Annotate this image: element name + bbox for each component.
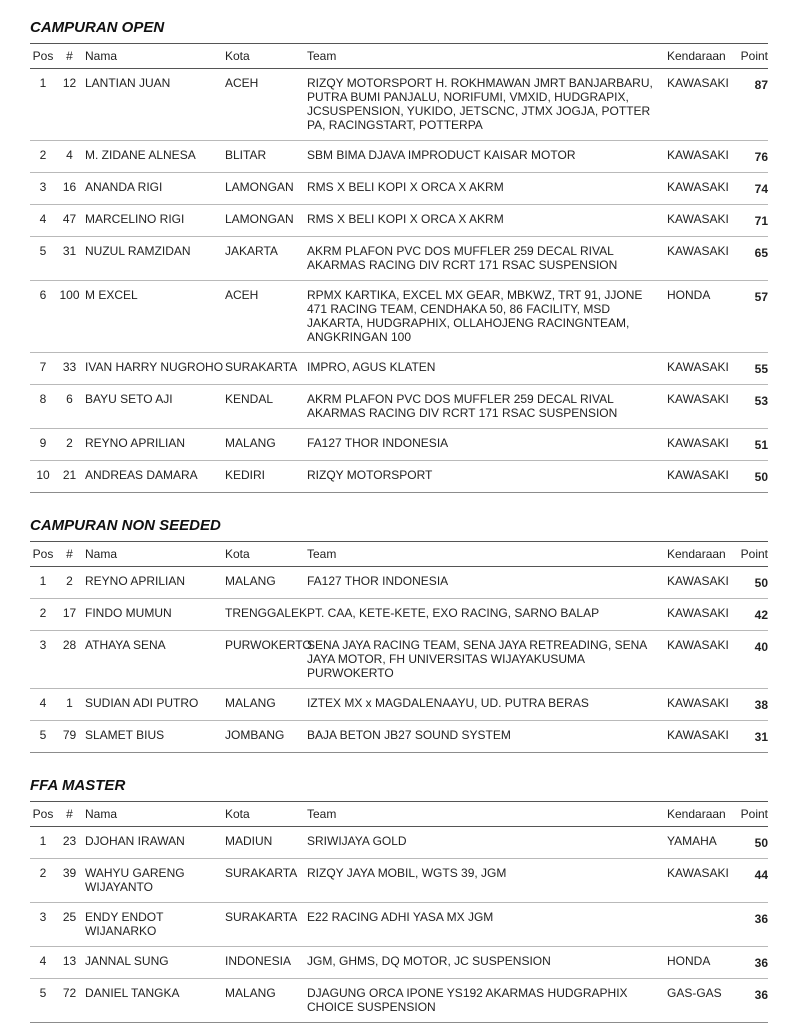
cell-team: RPMX KARTIKA, EXCEL MX GEAR, MBKWZ, TRT 91, JJONE 471 RACING TEAM, CENDHAKA 50, 86 FACILITY, MSD JAKARTA, HUDGRAPHIX, OLLAHOJENG RACINGNTEAM, ANGKRINGAN 100 — [307, 288, 643, 344]
table-body — [30, 567, 768, 753]
cell-team: SBM BIMA DJAVA IMPRODUCT KAISAR MOTOR — [307, 148, 576, 162]
cell-nama: ANANDA RIGI — [85, 180, 163, 194]
cell-number: 6 — [66, 392, 73, 406]
cell-number: 1 — [66, 696, 73, 710]
cell-pos: 3 — [39, 180, 47, 194]
cell-kota: JOMBANG — [225, 728, 285, 742]
section-title: FFA MASTER — [30, 777, 126, 794]
header-kota: Kota — [225, 49, 250, 63]
table-header-row — [30, 44, 768, 69]
header-nama: Nama — [85, 547, 118, 561]
cell-nama: REYNO APRILIAN — [85, 574, 186, 588]
cell-nama: ANDREAS DAMARA — [85, 468, 198, 482]
cell-team: IZTEX MX x MAGDALENAAYU, UD. PUTRA BERAS — [307, 696, 589, 710]
cell-nama: WAHYU GARENG WIJAYANTO — [85, 866, 185, 894]
cell-nama: M EXCEL — [85, 288, 138, 302]
cell-number: 79 — [62, 728, 77, 742]
table-row — [30, 631, 768, 689]
cell-nama: NUZUL RAMZIDAN — [85, 244, 191, 258]
cell-kendaraan: KAWASAKI — [667, 696, 729, 710]
cell-number: 2 — [66, 574, 73, 588]
cell-pos: 5 — [39, 728, 47, 742]
cell-pos: 1 — [39, 76, 47, 90]
table-row — [30, 69, 768, 141]
results-table — [30, 801, 768, 1023]
cell-kendaraan: KAWASAKI — [667, 436, 729, 450]
cell-nama: ENDY ENDOT WIJANARKO — [85, 910, 164, 938]
cell-pos: 8 — [39, 392, 47, 406]
cell-team: RMS X BELI KOPI X ORCA X AKRM — [307, 180, 504, 194]
table-row — [30, 237, 768, 281]
table-body — [30, 827, 768, 1023]
cell-kendaraan: KAWASAKI — [667, 866, 729, 880]
header-kendaraan: Kendaraan — [667, 49, 726, 63]
table-row — [30, 353, 768, 385]
cell-kendaraan: KAWASAKI — [667, 212, 729, 226]
cell-pos: 2 — [39, 148, 47, 162]
cell-point: 50 — [754, 576, 768, 590]
cell-pos: 4 — [39, 954, 47, 968]
header-team: Team — [307, 807, 337, 821]
cell-team: AKRM PLAFON PVC DOS MUFFLER 259 DECAL RIVAL AKARMAS RACING DIV RCRT 171 RSAC SUSPENSION — [307, 244, 618, 272]
cell-pos: 7 — [39, 360, 47, 374]
cell-kota: BLITAR — [225, 148, 267, 162]
cell-point: 53 — [754, 394, 768, 408]
cell-nama: SUDIAN ADI PUTRO — [85, 696, 199, 710]
table-header-row — [30, 542, 768, 567]
cell-kendaraan: KAWASAKI — [667, 180, 729, 194]
results-table — [30, 43, 768, 493]
cell-team: JGM, GHMS, DQ MOTOR, JC SUSPENSION — [307, 954, 551, 968]
header-team: Team — [307, 49, 337, 63]
cell-team: IMPRO, AGUS KLATEN — [307, 360, 436, 374]
cell-pos: 2 — [39, 606, 47, 620]
cell-point: 55 — [754, 362, 768, 376]
cell-point: 36 — [754, 912, 768, 926]
cell-kota: MALANG — [225, 986, 276, 1000]
cell-kendaraan: KAWASAKI — [667, 574, 729, 588]
table-row — [30, 141, 768, 173]
cell-nama: DANIEL TANGKA — [85, 986, 180, 1000]
cell-kendaraan: KAWASAKI — [667, 728, 729, 742]
cell-pos: 6 — [39, 288, 47, 302]
cell-kendaraan: KAWASAKI — [667, 244, 729, 258]
cell-point: 36 — [754, 956, 768, 970]
cell-number: 4 — [66, 148, 73, 162]
table-row — [30, 461, 768, 493]
table-row — [30, 947, 768, 979]
cell-number: 2 — [66, 436, 73, 450]
table-row — [30, 599, 768, 631]
cell-number: 23 — [62, 834, 77, 848]
cell-number: 31 — [62, 244, 77, 258]
cell-nama: LANTIAN JUAN — [85, 76, 171, 90]
cell-team: BAJA BETON JB27 SOUND SYSTEM — [307, 728, 511, 742]
cell-kendaraan: KAWASAKI — [667, 76, 729, 90]
cell-kendaraan — [667, 903, 737, 947]
cell-number: 12 — [62, 76, 77, 90]
cell-team: SRIWIJAYA GOLD — [307, 834, 407, 848]
header-point: Point — [740, 807, 768, 821]
cell-point: 87 — [754, 78, 768, 92]
cell-number: 17 — [62, 606, 77, 620]
cell-kota: MALANG — [225, 574, 276, 588]
cell-nama: REYNO APRILIAN — [85, 436, 186, 450]
header-nama: Nama — [85, 49, 118, 63]
cell-team: FA127 THOR INDONESIA — [307, 436, 449, 450]
cell-team: SENA JAYA RACING TEAM, SENA JAYA RETREADING, SENA JAYA MOTOR, FH UNIVERSITAS WIJAYAKUSUMA PURWOKERTO — [307, 638, 647, 680]
cell-pos: 4 — [39, 212, 47, 226]
cell-number: 33 — [62, 360, 77, 374]
cell-team: AKRM PLAFON PVC DOS MUFFLER 259 DECAL RIVAL AKARMAS RACING DIV RCRT 171 RSAC SUSPENSION — [307, 392, 618, 420]
cell-kendaraan: KAWASAKI — [667, 638, 729, 652]
cell-nama: JANNAL SUNG — [85, 954, 169, 968]
cell-kota: SURAKARTA — [225, 910, 298, 924]
cell-point: 65 — [754, 246, 768, 260]
header-pos: Pos — [32, 49, 54, 63]
cell-point: 31 — [754, 730, 768, 744]
table-body — [30, 69, 768, 493]
cell-number: 47 — [62, 212, 77, 226]
cell-pos: 5 — [39, 244, 47, 258]
table-row — [30, 205, 768, 237]
cell-nama: BAYU SETO AJI — [85, 392, 173, 406]
cell-kota: JAKARTA — [225, 244, 278, 258]
cell-nama: FINDO MUMUN — [85, 606, 172, 620]
cell-point: 50 — [754, 470, 768, 484]
cell-kendaraan: KAWASAKI — [667, 468, 729, 482]
cell-kota: SURAKARTA — [225, 866, 298, 880]
cell-point: 76 — [754, 150, 768, 164]
cell-kendaraan: KAWASAKI — [667, 392, 729, 406]
header-kota: Kota — [225, 547, 250, 561]
results-document — [30, 0, 768, 1023]
cell-kota: ACEH — [225, 76, 259, 90]
table-row — [30, 173, 768, 205]
cell-team: RIZQY MOTORSPORT H. ROKHMAWAN JMRT BANJARBARU, PUTRA BUMI PANJALU, NORIFUMI, VMXID, HUDGRAPIX, JCSUSPENSION, YUKIDO, JETSCNC, JTMX JOGJA, POTTER PA, RACINGSTART, POTTERPA — [307, 76, 653, 132]
cell-number: 25 — [62, 910, 77, 924]
cell-pos: 10 — [36, 468, 50, 482]
table-row — [30, 281, 768, 353]
cell-pos: 1 — [39, 574, 47, 588]
cell-point: 36 — [754, 988, 768, 1002]
cell-pos: 5 — [39, 986, 47, 1000]
cell-pos: 4 — [39, 696, 47, 710]
cell-number: 13 — [62, 954, 77, 968]
cell-point: 38 — [754, 698, 768, 712]
cell-kota: SURAKARTA — [225, 360, 298, 374]
cell-number: 72 — [62, 986, 77, 1000]
cell-team: FA127 THOR INDONESIA — [307, 574, 449, 588]
section-campuran-open — [30, 17, 768, 493]
cell-pos: 3 — [39, 638, 47, 652]
cell-team: E22 RACING ADHI YASA MX JGM — [307, 910, 494, 924]
cell-number: 100 — [59, 288, 80, 302]
cell-kota: LAMONGAN — [225, 212, 294, 226]
cell-pos: 1 — [39, 834, 47, 848]
cell-point: 51 — [754, 438, 768, 452]
section-title: CAMPURAN OPEN — [30, 19, 165, 36]
cell-number: 28 — [62, 638, 77, 652]
header-number: # — [66, 807, 73, 821]
cell-kota: ACEH — [225, 288, 259, 302]
cell-nama: M. ZIDANE ALNESA — [85, 148, 196, 162]
cell-team: RIZQY JAYA MOBIL, WGTS 39, JGM — [307, 866, 507, 880]
cell-kendaraan: KAWASAKI — [667, 606, 729, 620]
cell-kendaraan: HONDA — [667, 954, 711, 968]
results-table — [30, 541, 768, 753]
cell-kota: LAMONGAN — [225, 180, 294, 194]
cell-nama: DJOHAN IRAWAN — [85, 834, 185, 848]
table-row — [30, 979, 768, 1023]
cell-kendaraan: KAWASAKI — [667, 148, 729, 162]
table-row — [30, 827, 768, 859]
cell-kendaraan: YAMAHA — [667, 834, 717, 848]
header-kota: Kota — [225, 807, 250, 821]
header-nama: Nama — [85, 807, 118, 821]
cell-point: 71 — [754, 214, 768, 228]
section-title: CAMPURAN NON SEEDED — [30, 517, 221, 534]
header-point: Point — [740, 547, 768, 561]
cell-pos: 2 — [39, 866, 47, 880]
cell-point: 74 — [754, 182, 768, 196]
cell-kota: TRENGGALEK — [225, 606, 308, 620]
table-row — [30, 859, 768, 903]
cell-team: RIZQY MOTORSPORT — [307, 468, 433, 482]
cell-pos: 3 — [39, 910, 47, 924]
header-kendaraan: Kendaraan — [667, 547, 726, 561]
header-pos: Pos — [32, 807, 54, 821]
header-point: Point — [740, 49, 768, 63]
table-row — [30, 385, 768, 429]
cell-nama: IVAN HARRY NUGROHO — [85, 360, 224, 374]
cell-kendaraan: HONDA — [667, 288, 711, 302]
table-row — [30, 721, 768, 753]
table-row — [30, 689, 768, 721]
cell-kota: INDONESIA — [225, 954, 292, 968]
cell-point: 44 — [754, 868, 768, 882]
cell-pos: 9 — [39, 436, 47, 450]
cell-kendaraan: GAS-GAS — [667, 986, 722, 1000]
cell-team: PT. CAA, KETE-KETE, EXO RACING, SARNO BALAP — [307, 606, 600, 620]
cell-number: 21 — [62, 468, 77, 482]
cell-nama: MARCELINO RIGI — [85, 212, 185, 226]
cell-number: 39 — [62, 866, 77, 880]
cell-kota: MADIUN — [225, 834, 273, 848]
cell-kota: KEDIRI — [225, 468, 266, 482]
header-pos: Pos — [32, 547, 54, 561]
cell-point: 57 — [754, 290, 768, 304]
cell-point: 42 — [754, 608, 768, 622]
cell-point: 40 — [754, 640, 768, 654]
section-campuran-non-seeded — [30, 515, 768, 753]
cell-point: 50 — [754, 836, 768, 850]
cell-kota: MALANG — [225, 696, 276, 710]
table-row — [30, 567, 768, 599]
cell-kota: KENDAL — [225, 392, 274, 406]
cell-kendaraan: KAWASAKI — [667, 360, 729, 374]
cell-team: DJAGUNG ORCA IPONE YS192 AKARMAS HUDGRAPHIX CHOICE SUSPENSION — [307, 986, 628, 1014]
table-row — [30, 903, 768, 947]
cell-kota: MALANG — [225, 436, 276, 450]
cell-kota: PURWOKERTO — [225, 638, 312, 652]
section-ffa-master — [30, 775, 768, 1023]
header-team: Team — [307, 547, 337, 561]
cell-nama: ATHAYA SENA — [85, 638, 166, 652]
table-header-row — [30, 802, 768, 827]
cell-number: 16 — [62, 180, 77, 194]
header-number: # — [66, 49, 73, 63]
cell-nama: SLAMET BIUS — [85, 728, 165, 742]
header-kendaraan: Kendaraan — [667, 807, 726, 821]
table-row — [30, 429, 768, 461]
cell-team: RMS X BELI KOPI X ORCA X AKRM — [307, 212, 504, 226]
header-number: # — [66, 547, 73, 561]
